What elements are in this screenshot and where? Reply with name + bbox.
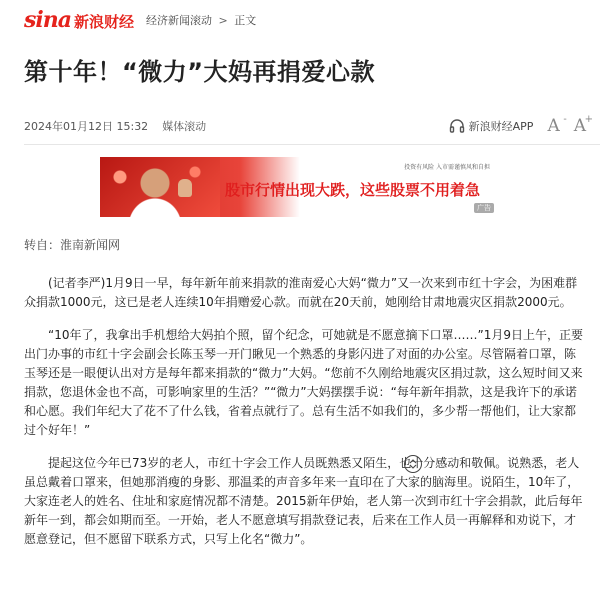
headphones-icon[interactable]	[449, 118, 465, 134]
logo-text: 新浪财经	[74, 13, 135, 31]
breadcrumb-item-news-scroll[interactable]: 经济新闻滚动	[146, 14, 213, 27]
ad-photo	[100, 157, 220, 217]
font-larger-button[interactable]	[573, 114, 593, 136]
sina-finance-logo[interactable]	[24, 7, 134, 33]
collapse-toggle-icon[interactable]	[404, 455, 422, 473]
article-body	[24, 262, 584, 563]
ad-banner[interactable]	[100, 157, 500, 217]
publish-date: 2024年01月12日 15:32	[24, 120, 149, 133]
ad-headline: 股市行情出现大跌，这些股票不用着急	[225, 181, 481, 199]
app-download-link[interactable]: 新浪财经APP	[468, 120, 534, 133]
breadcrumb	[146, 12, 256, 28]
repost-source: 转自：淮南新闻网	[24, 238, 121, 252]
meta-actions	[449, 112, 600, 140]
article-title: 第十年！“微力”大妈再捐爱心款	[24, 58, 376, 86]
breadcrumb-item-current: 正文	[234, 14, 257, 27]
logo-mark: sina	[24, 7, 71, 33]
font-larger-sup: +	[584, 114, 593, 125]
font-smaller-label: A	[547, 116, 560, 136]
ad-disclaimer: 投资有风险 入市需谨慎风和自担	[404, 164, 490, 171]
thumbs-up-icon	[178, 179, 192, 197]
ad-tag: 广告	[474, 203, 494, 213]
top-bar	[0, 0, 600, 40]
font-smaller-button[interactable]	[547, 114, 567, 136]
article-paragraph: “10年了，我拿出手机想给大妈拍个照，留个纪念，可她就是不愿意摘下口罩……”1月9日上午，正要出门办事的市红十字会副会长陈玉琴一开门瞅见一个熟悉的身影闪进了对面的办公室。尽管隔着口罩，陈玉琴还是一眼便认出对方是每年都来捐款的“微力”大妈。“您前不久刚给地震灾区捐过款，这么短时间又来捐款，您退休金也不高，可影响家里的生活？”“微力”大妈摆摆手说：“每年新年捐款，这是我许下的承诺和心愿。我们年纪大了花不了什么钱，省着点就行了。总有生活不如我们的，多少帮一帮他们，让大家都过个好年！”	[24, 328, 583, 437]
font-smaller-sup: -	[563, 114, 567, 125]
meta-divider	[24, 144, 600, 145]
article-paragraph: (记者李严)1月9日一早，每年新年前来捐款的淮南爱心大妈“微力”又一次来到市红十字会，为困难群众捐款1000元，这已是老人连续10年捐赠爱心款。而就在20天前，她刚给甘肃地震灾区捐款2000元。	[24, 276, 578, 309]
article-meta	[24, 112, 600, 140]
source-label[interactable]: 媒体滚动	[162, 120, 207, 133]
article-paragraph: 提起这位今年已73岁的老人，市红十字会工作人员既熟悉又陌生，也十分感动和敬佩。说熟悉，老人虽总戴着口罩来，但她那消瘦的身影、那温柔的声音多年来一直印在了大家的脑海里。说陌生，10年了，大家连老人的姓名、住址和家庭情况都不清楚。2015新年伊始，老人第一次到市红十字会捐款，此后每年新年一到，都会如期而至。一开始，老人不愿意填写捐款登记表，后来在工作人员一再解释和劝说下，才愿意登记，但不愿留下联系方式，只写上化名“微力”。	[24, 456, 583, 546]
font-larger-label: A	[573, 116, 586, 136]
breadcrumb-separator: >	[218, 14, 228, 27]
collapse-arrows-icon	[408, 459, 418, 469]
